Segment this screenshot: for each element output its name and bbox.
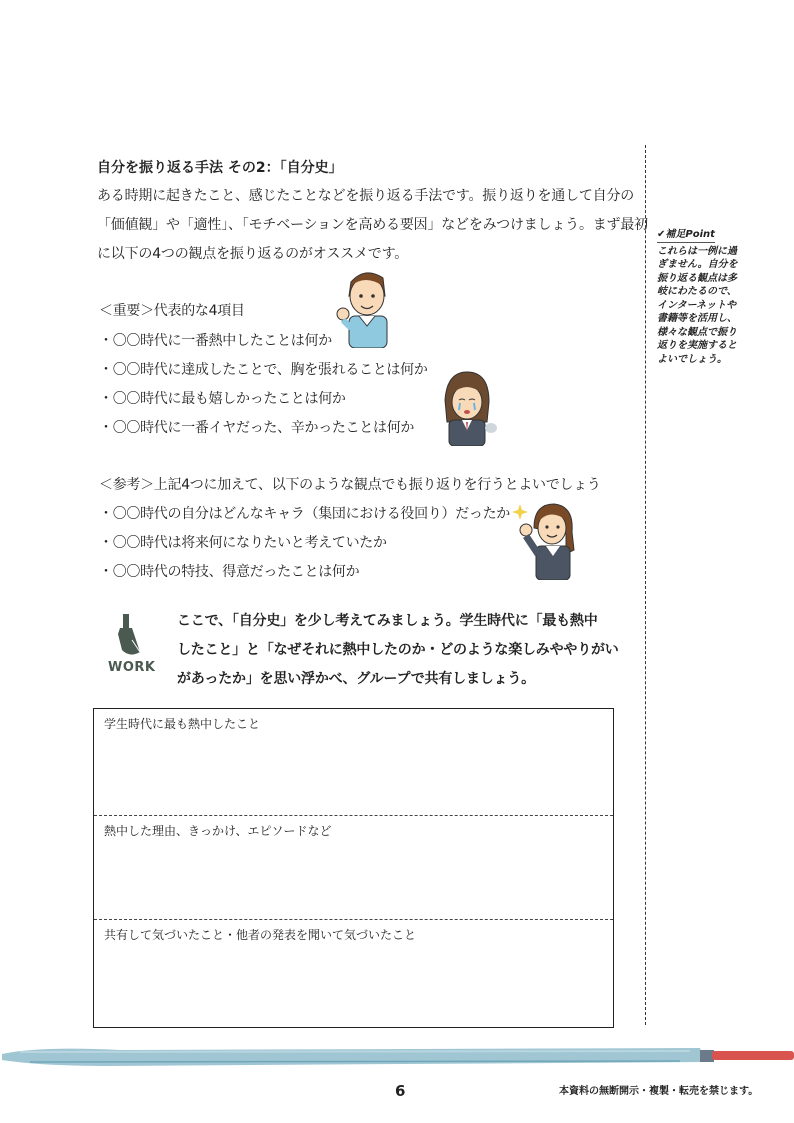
sidenote-title: ✔補足Point xyxy=(657,228,715,243)
paintbrush-icon xyxy=(110,612,160,662)
section-heading: 自分を振り返る手法 その2：「自分史」 xyxy=(97,160,343,176)
important-item: ・〇〇時代に一番熱中したことは何か xyxy=(99,333,332,349)
sidenote-line: 岐にわたるので、 xyxy=(657,286,737,297)
intro-line-2: 「価値観」や「適性」、「モチベーションを高める要因」などをみつけましょう。まず最初 xyxy=(97,217,648,233)
sidenote-line: ぎません。自分を xyxy=(657,259,738,270)
work-section-label: 熱中した理由、きっかけ、エピソードなど xyxy=(104,824,332,838)
sidenote-line: これらは一例に過 xyxy=(657,245,737,257)
work-section-label: 共有して気づいたこと・他者の発表を聞いて気づいたこと xyxy=(104,928,417,942)
important-item: ・〇〇時代に一番イヤだった、辛かったことは何か xyxy=(99,420,415,436)
column-divider xyxy=(645,145,646,1025)
brush-stroke-decoration xyxy=(0,1040,794,1074)
work-section-1[interactable] xyxy=(94,709,613,815)
important-item: ・〇〇時代に達成したことで、胸を張れることは何か xyxy=(99,362,428,378)
work-text-line-1: ここで、「自分史」を少し考えてみましょう。学生時代に「最も熱中 xyxy=(177,613,598,629)
sidenote-line: 返りを実施すると xyxy=(657,340,737,351)
reference-item: ・〇〇時代の自分はどんなキャラ（集団における役回り）だったか xyxy=(99,506,510,522)
sidenote-line: よいでしょう。 xyxy=(657,353,727,365)
crying-woman-illustration xyxy=(437,370,497,446)
sidenote xyxy=(657,228,757,366)
reference-title: ＜参考＞上記4つに加えて、以下のような観点でも振り返りを行うとよいでしょう xyxy=(99,477,601,493)
sidenote-line: 振り返る観点は多 xyxy=(657,272,737,284)
work-text-line-3: があったか」を思い浮かべ、グループで共有しましょう。 xyxy=(177,671,535,687)
work-section-label: 学生時代に最も熱中したこと xyxy=(104,717,261,731)
work-worksheet xyxy=(93,708,614,1028)
boy-illustration xyxy=(335,266,395,348)
work-section-3[interactable] xyxy=(94,919,613,1028)
reference-item: ・〇〇時代の特技、得意だったことは何か xyxy=(99,564,360,580)
intro-line-1: ある時期に起きたこと、感じたことなどを振り返る手法です。振り返りを通して自分の xyxy=(97,188,635,204)
work-section-2[interactable] xyxy=(94,815,613,920)
intro-line-3: に以下の4つの観点を振り返るのがオススメです。 xyxy=(97,246,409,262)
girl-illustration xyxy=(512,498,578,580)
copyright-notice: 本資料の無断開示・複製・転売を禁じます。 xyxy=(559,1086,759,1097)
work-label: WORK xyxy=(108,660,156,675)
important-item: ・〇〇時代に最も嬉しかったことは何か xyxy=(99,391,346,407)
sidenote-line: 書籍等を活用し、 xyxy=(657,313,737,324)
sidenote-line: 様々な観点で振り xyxy=(657,326,737,338)
work-text-line-2: したこと」と「なぜそれに熱中したのか・どのような楽しみややりがい xyxy=(177,642,619,658)
important-title: ＜重要＞代表的な4項目 xyxy=(99,303,245,319)
sidenote-line: インターネットや xyxy=(657,299,737,311)
page-number: 6 xyxy=(395,1082,406,1100)
reference-item: ・〇〇時代は将来何になりたいと考えていたか xyxy=(99,535,387,551)
